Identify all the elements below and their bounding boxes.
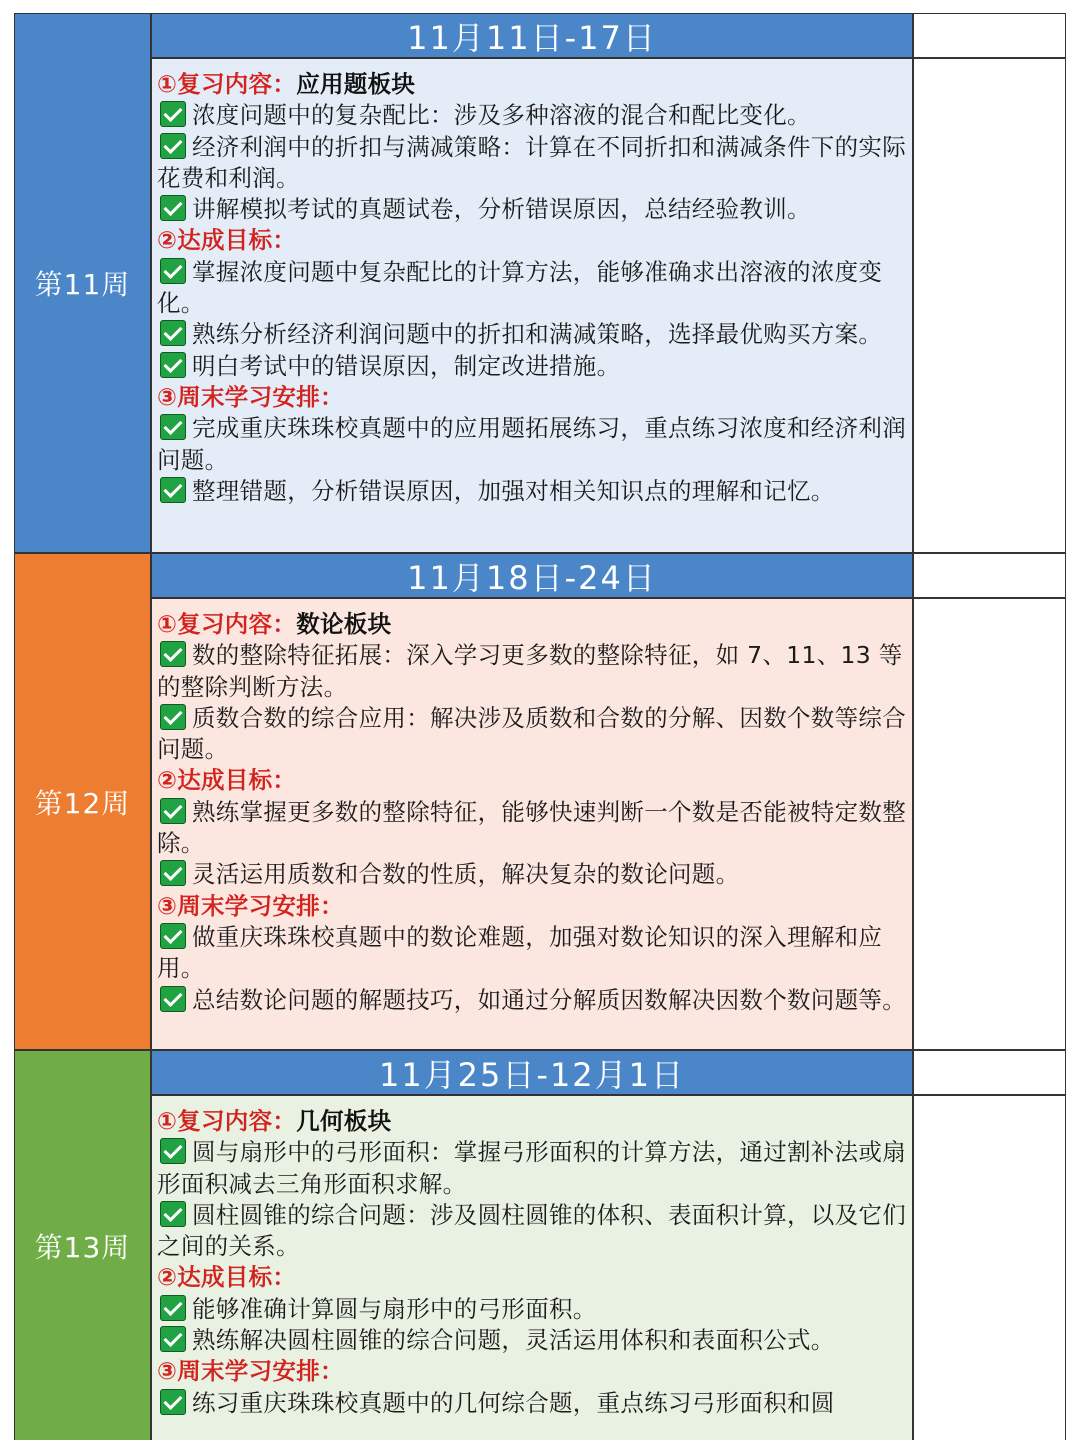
goal-item [157,351,906,382]
weekend-item [157,985,906,1016]
review-item-text: 讲解模拟考试的真题试卷，分析错误原因，总结经验教训。 [192,195,811,224]
review-item [157,132,906,195]
review-topic: 应用题板块 [296,70,416,98]
weekend-item-text: 总结数论问题的解题技巧，如通过分解质因数解决因数个数问题等。 [192,985,906,1014]
goal-item-text: 能够准确计算圆与扇形中的弓形面积。 [192,1294,597,1323]
review-item [157,1200,906,1263]
goal-item [157,797,906,860]
check-mark-icon [160,704,186,730]
review-title: ①复习内容： [157,70,297,98]
week-label-11: 第11周 [14,13,151,553]
goal-item [157,319,906,350]
check-mark-icon [160,1138,186,1164]
check-mark-icon [160,101,186,127]
weekend-item [157,476,906,507]
check-mark-icon [160,1295,186,1321]
goal-heading [157,765,906,796]
review-item-text: 数的整除特征拓展：深入学习更多数的整除特征，如 7、11、13 等的整除判断方法。 [157,641,903,701]
goal-item-text: 熟练解决圆柱圆锥的综合问题，灵活运用体积和表面积公式。 [192,1326,835,1355]
goal-item [157,859,906,890]
goal-title: ②达成目标： [157,1263,297,1292]
goal-title: ②达成目标： [157,226,297,255]
side-cell [913,1095,1066,1440]
review-item [157,1137,906,1200]
weekend-heading [157,891,906,922]
review-item [157,100,906,131]
weekend-title: ③周末学习安排： [157,382,344,411]
review-item-text: 圆柱圆锥的综合问题：涉及圆柱圆锥的体积、表面积计算，以及它们之间的关系。 [157,1200,906,1261]
goal-title: ②达成目标： [157,766,297,795]
review-item-text: 质数合数的综合应用：解决涉及质数和合数的分解、因数个数等综合问题。 [157,703,906,764]
goal-item [157,1325,906,1356]
goal-item-text: 熟练分析经济利润问题中的折扣和满减策略，选择最优购买方案。 [192,320,883,349]
review-heading [157,1106,906,1137]
weekend-title: ③周末学习安排： [157,891,344,920]
side-cell [913,598,1066,1050]
review-heading [157,69,906,100]
content-week-13 [151,1095,913,1440]
review-item-text: 经济利润中的折扣与满减策略：计算在不同折扣和满减条件下的实际花费和利润。 [157,132,906,192]
side-cell [913,58,1066,553]
date-range-week-13: 11月25日-12月1日 [151,1050,913,1095]
check-mark-icon [160,133,186,159]
goal-item-text: 灵活运用质数和合数的性质，解决复杂的数论问题。 [192,860,740,889]
check-mark-icon [160,923,186,949]
review-item [157,194,906,225]
check-mark-icon [160,258,186,284]
date-range-week-12: 11月18日-24日 [151,553,913,598]
review-title: ①复习内容： [157,1107,297,1135]
goal-heading [157,1262,906,1293]
review-heading [157,609,906,640]
weekend-title: ③周末学习安排： [157,1357,344,1386]
check-mark-icon [160,860,186,886]
review-item [157,640,906,703]
check-mark-icon [160,986,186,1012]
check-mark-icon [160,195,186,221]
goal-heading [157,225,906,256]
check-mark-icon [160,798,186,824]
weekend-item-text: 完成重庆珠珠校真题中的应用题拓展练习，重点练习浓度和经济利润问题。 [157,414,906,474]
date-range-week-11: 11月11日-17日 [151,13,913,58]
review-item-text: 浓度问题中的复杂配比：涉及多种溶液的混合和配比变化。 [192,101,811,130]
check-mark-icon [160,641,186,667]
review-item [157,703,906,766]
weekend-heading [157,1356,906,1387]
goal-item [157,257,906,320]
goal-item-text: 掌握浓度问题中复杂配比的计算方法，能够准确求出溶液的浓度变化。 [157,257,883,318]
content-week-12 [151,598,913,1050]
weekend-item [157,413,906,476]
review-item-text: 圆与扇形中的弓形面积：掌握弓形面积的计算方法，通过割补法或扇形面积减去三角形面积求解。 [157,1138,906,1198]
check-mark-icon [160,1326,186,1352]
goal-item [157,1294,906,1325]
weekend-item-text: 做重庆珠珠校真题中的数论难题，加强对数论知识的深入理解和应用。 [157,922,883,983]
week-label-12: 第12周 [14,553,151,1050]
goal-item-text: 熟练掌握更多数的整除特征，能够快速判断一个数是否能被特定数整除。 [157,797,906,858]
check-mark-icon [160,352,186,378]
weekend-item [157,922,906,985]
weekend-item-text: 整理错题，分析错误原因，加强对相关知识点的理解和记忆。 [192,476,835,505]
content-week-11 [151,58,913,553]
side-cell [913,13,1066,58]
check-mark-icon [160,1201,186,1227]
check-mark-icon [160,414,186,440]
week-label-13: 第13周 [14,1050,151,1440]
check-mark-icon [160,1389,186,1415]
side-cell [913,1050,1066,1095]
side-cell [913,553,1066,598]
goal-item-text: 明白考试中的错误原因，制定改进措施。 [192,351,621,380]
review-title: ①复习内容： [157,610,297,638]
check-mark-icon [160,477,186,503]
review-topic: 数论板块 [296,610,392,638]
weekend-item-text: 练习重庆珠珠校真题中的几何综合题，重点练习弓形面积和圆 [192,1388,835,1417]
weekend-heading [157,382,906,413]
weekend-item [157,1388,906,1419]
check-mark-icon [160,320,186,346]
review-topic: 几何板块 [296,1107,392,1135]
